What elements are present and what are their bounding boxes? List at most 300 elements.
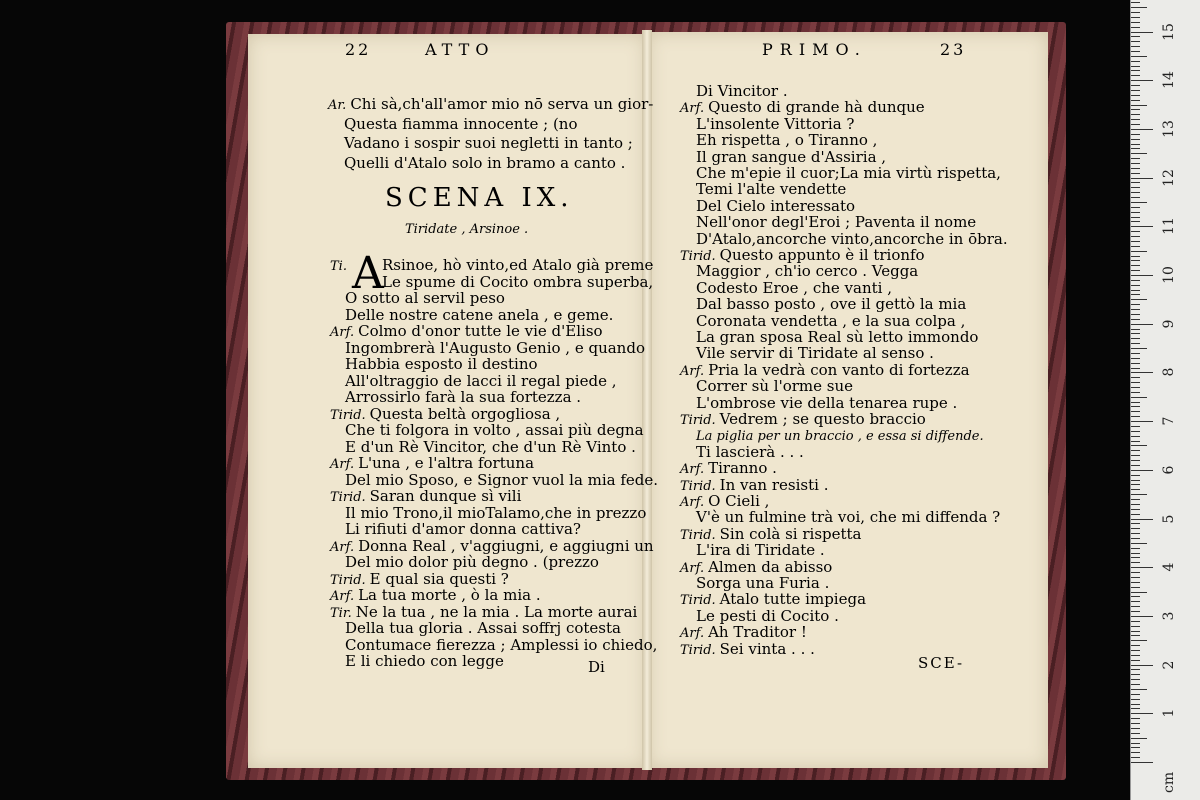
ruler-tick <box>1131 66 1140 67</box>
ruler-tick <box>1131 543 1147 544</box>
verse-text: Di Vincitor . <box>696 82 788 100</box>
ruler-tick <box>1131 61 1140 62</box>
ruler-tick <box>1131 441 1140 442</box>
ruler-tick <box>1131 22 1140 23</box>
verse-text: Le pesti di Cocito . <box>696 606 839 625</box>
ruler-tick <box>1131 197 1140 198</box>
ruler-number: 12 <box>1161 168 1177 187</box>
right-running-head: PRIMO. <box>762 40 867 59</box>
ruler-tick <box>1131 41 1140 42</box>
ruler-tick <box>1131 153 1147 154</box>
verse-text: Vedrem ; se questo braccio <box>719 410 926 428</box>
ruler-tick <box>1131 679 1140 680</box>
verse-text: La tua morte , ò la mia . <box>358 586 541 604</box>
ruler-tick <box>1131 538 1140 539</box>
verse-text: Correr sù l'orme sue <box>696 377 854 396</box>
speaker-label: Tirid. <box>680 527 716 543</box>
ruler-tick <box>1131 178 1153 179</box>
first-speaker <box>330 256 351 276</box>
ruler-tick <box>1131 256 1140 257</box>
ruler-tick <box>1131 635 1140 636</box>
ruler-tick <box>1131 562 1140 563</box>
speaker-label: Arf. <box>680 363 705 379</box>
text-line <box>696 295 966 313</box>
verse-text: In van resisti . <box>719 475 829 494</box>
ruler-tick <box>1131 251 1147 252</box>
text-line <box>696 197 855 215</box>
ruler-tick <box>1131 70 1140 71</box>
ruler-tick <box>1131 689 1147 690</box>
ruler-tick <box>1131 411 1140 412</box>
ruler-tick <box>1131 616 1153 617</box>
ruler-tick <box>1131 704 1140 705</box>
verse-text: Che ti folgora in volto , assai più degna <box>345 421 644 439</box>
ruler-number: 14 <box>1161 71 1177 90</box>
verse-text: Atalo tutte impiega <box>719 590 867 609</box>
measurement-ruler <box>1130 0 1200 800</box>
verse-text: Li rifiuti d'amor donna cattiva? <box>345 520 581 538</box>
text-line <box>696 180 846 198</box>
right-catchword: SCE- <box>918 654 965 672</box>
ruler-tick <box>1131 455 1140 456</box>
verse-text: E li chiedo con legge <box>345 652 504 670</box>
verse-text: Sei vinta . . . <box>719 639 815 658</box>
speaker-label: Arf. <box>330 589 355 604</box>
ruler-tick <box>1131 694 1140 695</box>
ruler-tick <box>1131 134 1140 135</box>
ruler-tick <box>1131 387 1140 388</box>
verse-text: Questo di grande hà dunque <box>708 98 925 117</box>
ruler-tick <box>1131 217 1140 218</box>
text-line <box>344 134 633 152</box>
ruler-tick <box>1131 723 1140 724</box>
ruler-tick <box>1131 406 1140 407</box>
ruler-number: 5 <box>1161 514 1177 523</box>
ruler-tick <box>1131 119 1140 120</box>
ruler-number: 13 <box>1161 119 1177 138</box>
ruler-tick <box>1131 265 1140 266</box>
ruler-tick <box>1131 494 1147 495</box>
ruler-tick <box>1131 660 1140 661</box>
verse-text: L'ira di Tiridate . <box>696 541 825 560</box>
ruler-number: 1 <box>1161 708 1177 718</box>
ruler-tick <box>1131 299 1147 300</box>
verse-text: La gran sposa Real sù letto immondo <box>696 328 979 346</box>
ruler-tick <box>1131 650 1140 651</box>
speaker-label: Tirid. <box>680 593 716 609</box>
ruler-tick <box>1131 187 1140 188</box>
ruler-tick <box>1131 762 1153 763</box>
ruler-tick <box>1131 231 1140 232</box>
ruler-tick <box>1131 226 1153 227</box>
text-line <box>345 504 646 522</box>
text-line <box>696 607 839 625</box>
ruler-tick <box>1131 752 1140 753</box>
text-line <box>696 115 854 133</box>
ruler-tick <box>1131 445 1147 446</box>
text-line <box>345 619 621 637</box>
text-line <box>345 339 645 357</box>
verse-text: Il gran sangue d'Assiria , <box>696 147 887 166</box>
speaker-label: Arf. <box>330 457 355 472</box>
ruler-tick <box>1131 553 1140 554</box>
ruler-tick <box>1131 314 1140 315</box>
ruler-number: 7 <box>1161 416 1177 426</box>
speaker-label: Tirid. <box>680 642 716 658</box>
ruler-tick <box>1131 655 1140 656</box>
text-line <box>680 640 815 660</box>
verse-text: Coronata vendetta , e la sua colpa , <box>696 311 966 330</box>
ruler-tick <box>1131 129 1153 130</box>
verse-text: V'è un fulmine trà voi, che mi diffenda ? <box>696 508 1001 527</box>
speaker-label: Ar. <box>328 98 347 113</box>
speaker-label: Arf. <box>330 539 355 555</box>
ruler-tick <box>1131 596 1140 597</box>
verse-text: Ingombrerà l'Augusto Genio , e quando <box>345 338 645 357</box>
ruler-number: 2 <box>1161 660 1177 670</box>
verse-text: Della tua gloria . Assai soffrj cotesta <box>345 619 621 637</box>
text-line <box>696 148 886 166</box>
ruler-number: 9 <box>1161 319 1177 329</box>
speaker-label: Tir. <box>330 605 352 621</box>
ruler-tick <box>1131 236 1140 237</box>
text-line <box>345 421 644 439</box>
ruler-tick <box>1131 56 1147 57</box>
ruler-tick <box>1131 114 1140 115</box>
text-line <box>345 652 504 670</box>
ruler-unit: cm <box>1161 771 1177 793</box>
text-line <box>696 262 918 280</box>
verse-text: Delle nostre catene anela , e geme. <box>345 305 614 324</box>
ruler-tick <box>1131 324 1153 325</box>
ruler-tick <box>1131 241 1140 242</box>
speaker-label: Tirid. <box>680 413 716 428</box>
ruler-tick <box>1131 718 1140 719</box>
ruler-tick <box>1131 431 1140 432</box>
verse-text: Chi sà,ch'all'amor mio nō serva un gior- <box>350 95 654 113</box>
ruler-tick <box>1131 382 1140 383</box>
verse-text: Vadano i sospir suoi negletti in tanto ; <box>344 134 633 152</box>
ruler-tick <box>1131 528 1140 529</box>
ruler-tick <box>1131 645 1140 646</box>
text-line <box>696 508 1000 526</box>
ruler-tick <box>1131 275 1153 276</box>
text-line <box>382 256 653 274</box>
ruler-number: 11 <box>1161 217 1177 236</box>
verse-text: L'insolente Vittoria ? <box>696 114 855 133</box>
ruler-tick <box>1131 480 1140 481</box>
ruler-tick <box>1131 747 1140 748</box>
ruler-tick <box>1131 601 1140 602</box>
ruler-tick <box>1131 606 1140 607</box>
verse-text: Ne la tua , ne la mia . La morte aurai <box>355 602 638 621</box>
verse-text: O Cieli , <box>708 492 770 510</box>
ruler-tick <box>1131 665 1153 666</box>
verse-text: Questa beltà orgogliosa , <box>369 404 561 423</box>
scene-persons: Tiridate , Arsinoe . <box>405 222 529 237</box>
text-line <box>696 279 892 297</box>
speaker-label: Arf. <box>680 495 705 510</box>
speaker-label: Arf. <box>680 626 705 642</box>
verse-text: Nell'onor degl'Eroi ; Paventa il nome <box>696 213 977 232</box>
verse-text: L'ombrose vie della tenarea rupe . <box>696 393 958 412</box>
ruler-tick <box>1131 499 1140 500</box>
verse-text: Codesto Eroe , che vanti , <box>696 278 892 297</box>
text-line <box>696 344 934 362</box>
verse-text: Sin colà si rispetta <box>719 524 862 543</box>
text-line <box>696 131 877 149</box>
verse-text: Rsinoe, hò vinto,ed Atalo già preme <box>382 256 654 274</box>
ruler-tick <box>1131 377 1140 378</box>
scene-title: SCENA IX. <box>385 183 574 213</box>
ruler-tick <box>1131 572 1140 573</box>
verse-text: E qual sia questi ? <box>369 569 509 588</box>
ruler-tick <box>1131 100 1140 101</box>
ruler-tick <box>1131 577 1140 578</box>
left-page-number: 22 <box>345 40 372 59</box>
verse-text: Maggior , ch'io cerco . Vegga <box>696 262 919 281</box>
ruler-tick <box>1131 260 1140 261</box>
drop-cap: A <box>352 248 384 299</box>
ruler-tick <box>1131 713 1153 714</box>
speaker-label: Tirid. <box>330 490 366 505</box>
ruler-number: 8 <box>1161 367 1177 377</box>
ruler-tick <box>1131 109 1140 110</box>
ruler-tick <box>1131 348 1147 349</box>
ruler-tick <box>1131 392 1140 393</box>
ruler-tick <box>1131 587 1140 588</box>
text-line <box>696 394 957 412</box>
text-line <box>345 471 658 489</box>
ruler-tick <box>1131 46 1140 47</box>
ruler-tick <box>1131 631 1140 632</box>
verse-text: Le spume di Cocito ombra superba, <box>382 272 654 291</box>
left-running-head: ATTO <box>425 40 495 59</box>
ruler-tick <box>1131 523 1140 524</box>
verse-text: Colmo d'onor tutte le vie d'Eliso <box>358 322 603 340</box>
ruler-tick <box>1131 12 1140 13</box>
ruler-tick <box>1131 163 1140 164</box>
ruler-tick <box>1131 738 1147 739</box>
verse-text: Questo appunto è il trionfo <box>719 246 925 264</box>
ruler-tick <box>1131 207 1140 208</box>
ruler-tick <box>1131 329 1140 330</box>
verse-text: Del Cielo interessato <box>696 196 856 215</box>
ruler-tick <box>1131 144 1140 145</box>
ruler-tick <box>1131 36 1140 37</box>
verse-text: Eh rispetta , o Tiranno , <box>696 131 878 150</box>
ruler-tick <box>1131 95 1140 96</box>
ruler-tick <box>1131 484 1140 485</box>
text-line <box>345 636 657 654</box>
ruler-tick <box>1131 353 1140 354</box>
ruler-tick <box>1131 246 1140 247</box>
ruler-tick <box>1131 363 1140 364</box>
ruler-tick <box>1131 465 1140 466</box>
ruler-tick <box>1131 32 1153 33</box>
ruler-tick <box>1131 139 1140 140</box>
ruler-tick <box>1131 684 1140 685</box>
ruler-tick <box>1131 509 1140 510</box>
ruler-tick <box>1131 309 1140 310</box>
ruler-number: 4 <box>1161 562 1177 572</box>
speaker-label: Tirid. <box>330 407 366 423</box>
ruler-tick <box>1131 173 1140 174</box>
ruler-tick <box>1131 548 1140 549</box>
ruler-tick <box>1131 75 1140 76</box>
speaker-label: Tirid. <box>680 249 716 264</box>
ruler-tick <box>1131 319 1140 320</box>
verse-text: Pria la vedrà con vanto di fortezza <box>708 360 970 379</box>
verse-text: Del mio dolor più degno . (prezzo <box>345 553 599 571</box>
speaker-label: Tirid. <box>680 478 716 494</box>
ruler-tick <box>1131 567 1153 568</box>
text-line <box>345 306 613 324</box>
ruler-tick <box>1131 294 1140 295</box>
ruler-tick <box>1131 7 1147 8</box>
text-line <box>696 541 825 559</box>
ruler-tick <box>1131 519 1153 520</box>
verse-text: E d'un Rè Vincitor, che d'un Rè Vinto . <box>345 437 636 456</box>
left-catchword: Di <box>588 658 605 676</box>
ruler-tick <box>1131 192 1140 193</box>
verse-text: Questa fiamma innocente ; (no <box>344 114 578 133</box>
ruler-tick <box>1131 557 1140 558</box>
ruler-tick <box>1131 105 1147 106</box>
verse-text: L'una , e l'altra fortuna <box>358 454 535 472</box>
text-line <box>696 213 976 231</box>
ruler-tick <box>1131 436 1140 437</box>
ruler-tick <box>1131 533 1140 534</box>
ruler-tick <box>1131 757 1140 758</box>
verse-text: Che m'epie il cuor;La mia virtù rispetta, <box>696 164 1001 182</box>
ruler-tick <box>1131 514 1140 515</box>
verse-text: Saran dunque sì vili <box>369 487 522 505</box>
speaker-label: Arf. <box>680 462 705 478</box>
ruler-tick <box>1131 372 1153 373</box>
ruler-number: 10 <box>1161 266 1177 284</box>
text-line <box>696 574 829 592</box>
ruler-tick <box>1131 290 1140 291</box>
speaker-label: Arf. <box>330 325 355 340</box>
verse-text: Tiranno . <box>708 459 777 478</box>
verse-text: Contumace fierezza ; Amplessi io chiedo, <box>345 635 658 654</box>
text-line <box>696 328 978 346</box>
ruler-tick <box>1131 582 1140 583</box>
text-line <box>696 377 853 395</box>
ruler-tick <box>1131 470 1153 471</box>
verse-text: Vile servir di Tiridate al senso . <box>696 344 934 363</box>
ruler-tick <box>1131 148 1140 149</box>
ruler-tick <box>1131 708 1140 709</box>
ruler-tick <box>1131 368 1140 369</box>
ruler-tick <box>1131 27 1140 28</box>
ruler-tick <box>1131 51 1140 52</box>
ruler-tick <box>1131 640 1147 641</box>
ruler-tick <box>1131 221 1140 222</box>
ruler-tick <box>1131 402 1140 403</box>
ruler-tick <box>1131 621 1140 622</box>
text-line <box>696 164 1001 182</box>
verse-text: Il mio Trono,il mioTalamo,che in prezzo <box>345 503 647 522</box>
verse-text: Dal basso posto , ove il gettò la mia <box>696 295 967 314</box>
ruler-tick <box>1131 743 1140 744</box>
text-line <box>696 312 965 330</box>
ruler-tick <box>1131 304 1140 305</box>
ruler-tick <box>1131 333 1140 334</box>
text-line <box>345 553 599 571</box>
verse-text: La piglia per un braccio , e essa si diffende. <box>696 429 984 445</box>
ruler-tick <box>1131 212 1140 213</box>
ruler-number: 3 <box>1161 611 1177 621</box>
ruler-tick <box>1131 168 1140 169</box>
ruler-tick <box>1131 85 1140 86</box>
ruler-tick <box>1131 450 1140 451</box>
text-line <box>345 388 581 406</box>
ruler-tick <box>1131 280 1140 281</box>
text-line <box>328 95 653 115</box>
text-line <box>696 82 788 100</box>
text-line <box>345 289 505 307</box>
ruler-tick <box>1131 669 1140 670</box>
ruler-tick <box>1131 674 1140 675</box>
ruler-tick <box>1131 728 1140 729</box>
verse-text: Habbia esposto il destino <box>345 355 538 373</box>
ruler-tick <box>1131 397 1147 398</box>
verse-text: Donna Real , v'aggiugni, e aggiugni un <box>358 536 654 555</box>
text-line <box>345 372 617 390</box>
verse-text: Ti lascierà . . . <box>696 442 804 461</box>
verse-text: Temi l'alte vendette <box>696 180 847 199</box>
ruler-tick <box>1131 270 1140 271</box>
speaker-label: Tirid. <box>330 572 366 588</box>
text-line <box>344 154 625 172</box>
verse-text: Arrossirlo farà la sua fortezza . <box>345 388 582 406</box>
verse-text: Del mio Sposo, e Signor vuol la mia fede. <box>345 470 659 489</box>
ruler-tick <box>1131 285 1140 286</box>
ruler-tick <box>1131 17 1140 18</box>
verse-text: Quelli d'Atalo solo in bramo a canto . <box>344 153 626 172</box>
text-line <box>382 273 653 291</box>
ruler-tick <box>1131 504 1140 505</box>
ruler-tick <box>1131 158 1140 159</box>
ruler-tick <box>1131 460 1140 461</box>
verse-text: All'oltraggio de lacci il regal piede , <box>345 371 617 390</box>
speaker-label: Arf. <box>680 101 705 117</box>
text-line <box>696 443 804 461</box>
ruler-tick <box>1131 202 1147 203</box>
ruler-number: 15 <box>1161 22 1177 41</box>
ruler-tick <box>1131 592 1147 593</box>
ruler-tick <box>1131 80 1153 81</box>
ruler-tick <box>1131 416 1140 417</box>
verse-text: Almen da abisso <box>708 557 833 576</box>
book-gutter <box>642 30 652 770</box>
ruler-tick <box>1131 343 1140 344</box>
text-line <box>696 230 1008 248</box>
ruler-tick <box>1131 182 1140 183</box>
ruler-tick <box>1131 626 1140 627</box>
ruler-tick <box>1131 358 1140 359</box>
ruler-tick <box>1131 699 1140 700</box>
speaker-label: Arf. <box>680 560 705 576</box>
text-line <box>345 520 581 538</box>
ruler-tick <box>1131 2 1140 3</box>
ruler-tick <box>1131 426 1140 427</box>
ruler-tick <box>1131 90 1140 91</box>
ruler-tick <box>1131 733 1140 734</box>
verse-text: O sotto al servil peso <box>345 289 505 307</box>
